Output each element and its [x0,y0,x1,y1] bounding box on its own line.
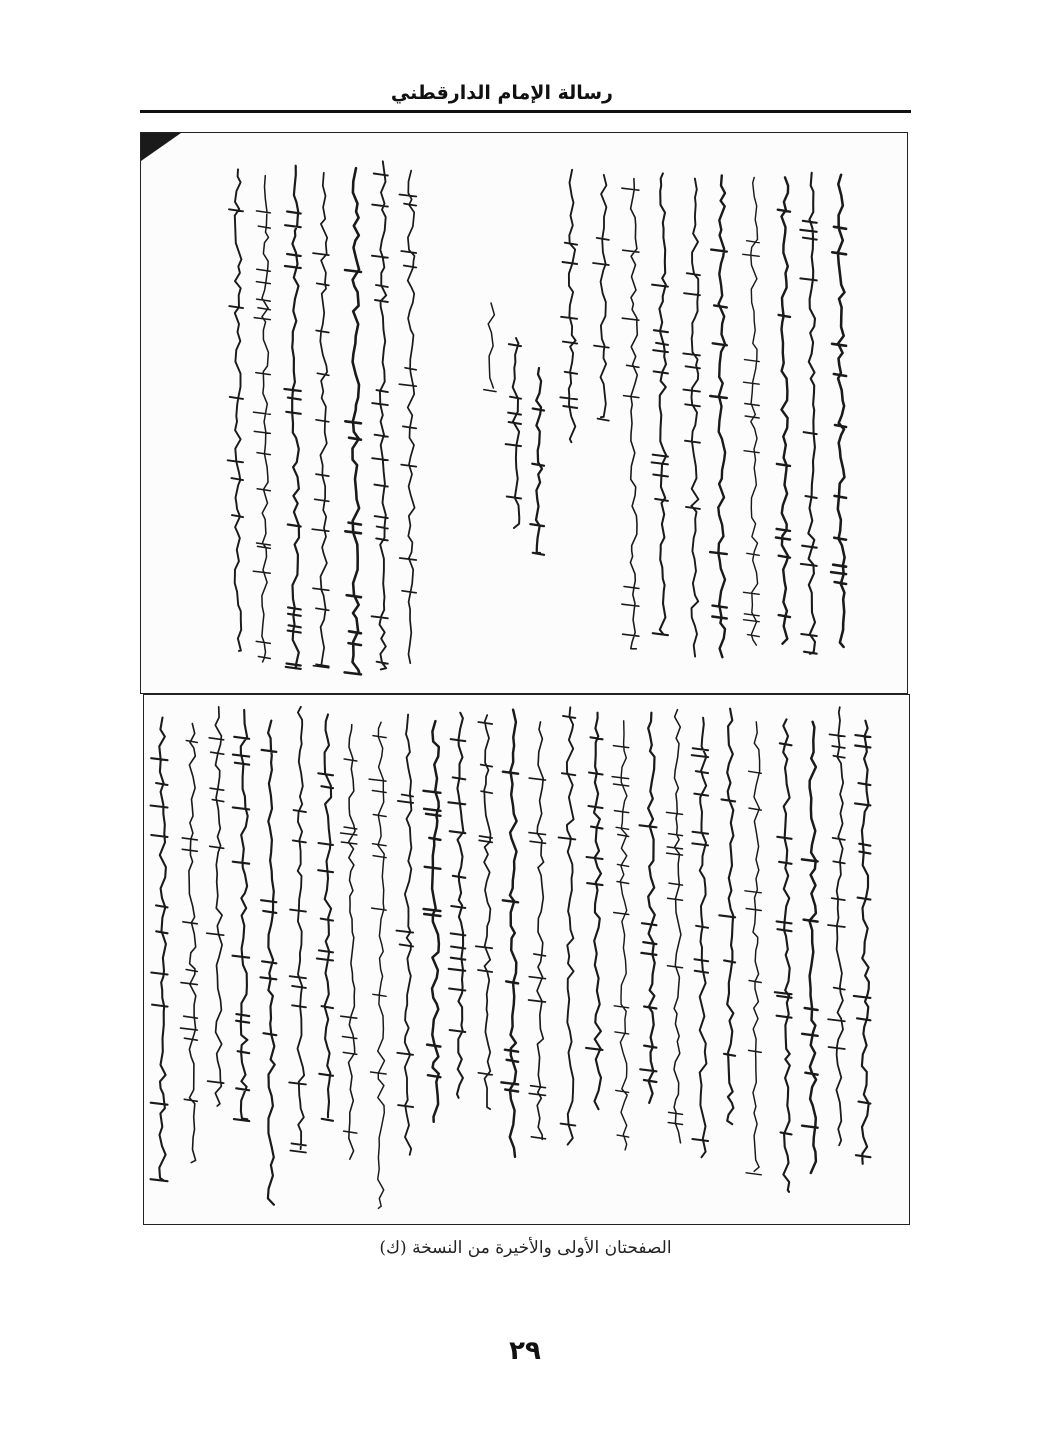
running-title: رسالة الإمام الدارقطني [390,82,613,104]
figure-caption: الصفحتان الأولى والأخيرة من النسخة (ك) [379,1238,672,1258]
handwriting-stroke [640,713,657,1103]
manuscript-first-page-scan [140,132,908,694]
handwriting-image [141,133,907,693]
handwriting-stroke [560,170,577,443]
handwriting-stroke [228,169,243,651]
handwriting-stroke [586,713,602,1109]
handwriting-stroke [559,707,576,1144]
manuscript-last-page-scan [143,694,910,1225]
handwriting-stroke [710,175,727,657]
handwriting-stroke [800,173,816,654]
handwriting-stroke [476,715,492,1109]
handwriting-stroke [775,719,792,1192]
handwriting-stroke [743,178,759,646]
handwriting-stroke [396,715,413,1155]
handwriting-stroke [506,338,521,528]
handwriting-stroke [854,721,871,1164]
handwriting-stroke [289,707,306,1153]
handwriting-stroke [612,721,629,1150]
handwriting-stroke [692,718,708,1157]
handwriting-stroke [802,722,818,1173]
handwriting-stroke [345,168,361,674]
handwriting-stroke [448,713,465,1098]
handwriting-stroke [719,709,735,1124]
handwriting-stroke [399,171,416,664]
handwriting-stroke [683,179,700,657]
handwriting-stroke [261,721,277,1205]
handwriting-stroke [831,175,846,647]
handwriting-stroke [369,722,386,1208]
handwriting-stroke [233,710,250,1121]
handwriting-stroke [312,173,329,668]
handwriting-stroke [501,710,518,1157]
handwriting-stroke [207,707,224,1106]
handwriting-stroke [372,161,388,669]
page-number: ٢٩ [509,1336,541,1366]
handwriting-stroke [181,724,198,1163]
handwriting-stroke [652,173,668,635]
handwriting-stroke [284,166,300,669]
handwriting-stroke [529,722,546,1140]
scan-corner-shadow [141,133,181,161]
handwriting-stroke [151,718,168,1182]
handwriting-stroke [253,176,270,662]
handwriting-stroke [667,710,683,1143]
handwriting-stroke [530,368,544,555]
handwriting-stroke [317,715,333,1121]
handwriting-stroke [593,175,609,421]
handwriting-stroke [776,177,790,643]
handwriting-stroke [745,722,761,1175]
handwriting-stroke [424,721,441,1122]
header-rule [140,110,911,113]
handwriting-stroke [341,725,357,1160]
handwriting-stroke [828,707,845,1145]
handwriting-stroke [622,179,639,649]
handwriting-stroke [484,303,496,392]
handwriting-image [144,695,909,1224]
